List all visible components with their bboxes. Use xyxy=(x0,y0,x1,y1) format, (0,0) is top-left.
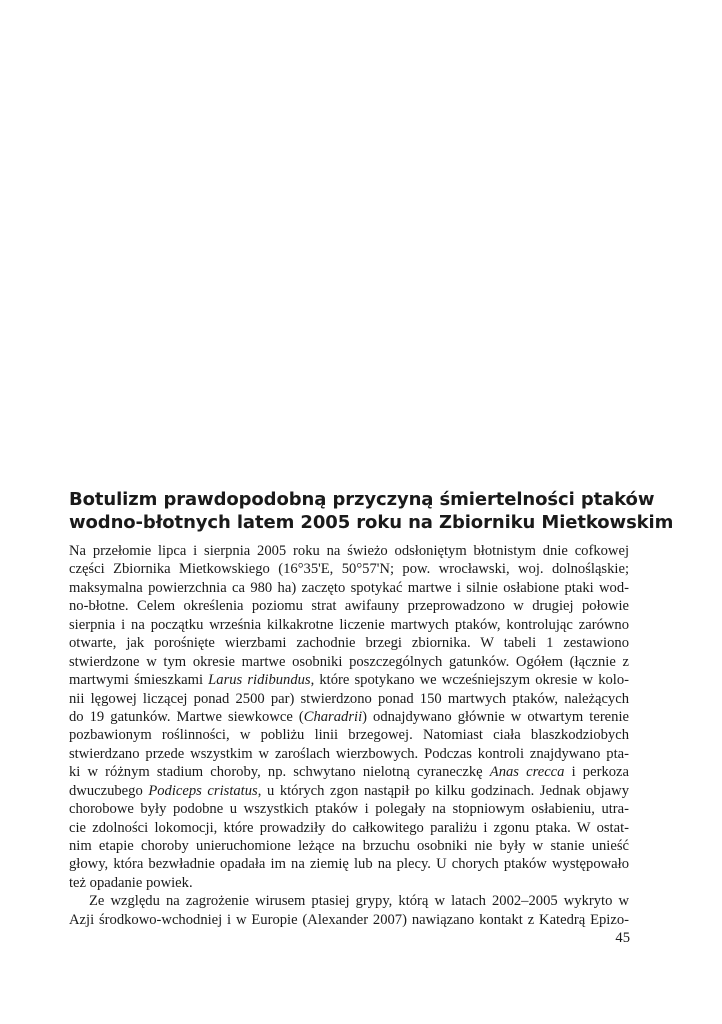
taxon-name: Charadrii xyxy=(303,708,363,725)
title-line-1: Botulizm prawdopodobną przyczyną śmiertelności ptaków xyxy=(69,489,655,510)
body-line: części Zbiornika Mietkowskiego (16°35'E, 50°57'N; pow. wrocławski, woj. dolnośląskie; xyxy=(69,561,629,578)
body-line: no-błotne. Celem określenia poziomu strat awifauny przeprowadzono w drugiej połowie xyxy=(69,598,629,615)
title-line-2: wodno-błotnych latem 2005 roku na Zbiorniku Mietkowskim xyxy=(69,512,674,533)
text-segment: ki w różnym stadium choroby, np. schwytano nielotną cyraneczkę xyxy=(69,764,490,781)
text-segment: do 19 gatunków. Martwe siewkowce ( xyxy=(69,708,304,725)
body-line: stwierdzone w tym okresie martwe osobniki poszczególnych gatunków. Ogółem (łącznie z xyxy=(69,653,629,670)
body-line xyxy=(69,671,629,689)
species-name: Podiceps cristatus xyxy=(148,782,258,799)
species-name: Larus ridibundus xyxy=(208,672,311,689)
page-number: 45 xyxy=(615,930,630,946)
text-segment: dwuczubego xyxy=(69,782,149,799)
article-title xyxy=(69,488,674,534)
text-segment: i perkoza xyxy=(564,764,629,781)
body-line xyxy=(69,763,629,781)
body-line: Azji środkowo-wchodniej i w Europie (Alexander 2007) nawiązano kontakt z Katedrą Epizo- xyxy=(69,911,629,928)
text-segment: martwymi śmieszkami xyxy=(69,672,209,689)
article-body xyxy=(69,542,629,929)
body-line: otwarte, jak porośnięte wierzbami zachodnie brzegi zbiornika. W tabeli 1 zestawiono xyxy=(69,635,629,652)
text-segment: ) odnajdywano głównie w otwartym terenie xyxy=(362,708,629,725)
body-line: chorobowe były podobne u wszystkich ptaków i polegały na stopniowym osłabieniu, utra- xyxy=(69,801,629,818)
body-line: Na przełomie lipca i sierpnia 2005 roku na świeżo odsłoniętym błotnistym dnie cofkowej xyxy=(69,543,629,559)
body-line xyxy=(69,708,629,726)
body-line: maksymalna powierzchnia ca 980 ha) zaczęto spotykać martwe i silnie osłabione ptaki wod- xyxy=(69,579,629,596)
body-line: sierpnia i na początku września kilkakrotne liczenie martwych ptaków, kontrolując zarówno xyxy=(69,616,629,633)
body-line: też opadanie powiek. xyxy=(69,874,193,891)
body-line: nii lęgowej liczącej ponad 2500 par) stwierdzono ponad 150 martwych ptaków, należących xyxy=(69,690,629,707)
body-line: głowy, która bezwładnie opadała im na ziemię lub na plecy. U chorych ptaków występowało xyxy=(69,856,629,873)
body-line: stwierdzano przede wszystkim w zaroślach wierzbowych. Podczas kontroli znajdywano pta- xyxy=(69,745,629,762)
text-segment: , które spotykano we wcześniejszym okresie w kolo- xyxy=(310,672,629,689)
body-line xyxy=(69,782,629,800)
body-line: nim etapie choroby unieruchomione leżące na brzuchu osobniki nie były w stanie unieść xyxy=(69,838,629,854)
species-name: Anas crecca xyxy=(489,764,565,781)
body-line: cie zdolności lokomocji, które prowadziły do całkowitego paraliżu i zgonu ptaka. W ostat- xyxy=(69,819,629,836)
body-line: pozbawionym roślinności, w pobliżu linii brzegowej. Natomiast ciała blaszkodziobych xyxy=(69,727,629,744)
text-segment: , u których zgon nastąpił po kilku godzinach. Jednak objawy xyxy=(257,782,629,799)
body-line: Ze względu na zagrożenie wirusem ptasiej grypy, którą w latach 2002–2005 wykryto w xyxy=(89,893,629,910)
